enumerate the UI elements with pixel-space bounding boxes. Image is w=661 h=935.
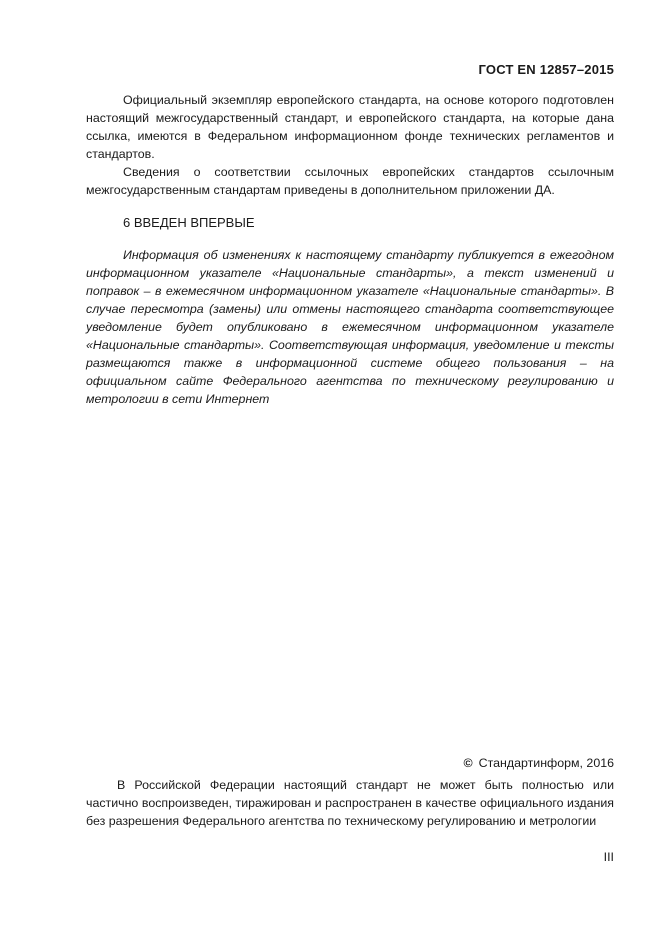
info-paragraph [86, 246, 614, 408]
section-heading: 6 ВВЕДЕН ВПЕРВЫЕ [123, 215, 255, 230]
page-number: III [603, 850, 614, 864]
paragraph-text: Сведения о соответствии ссылочных европейских стандартов ссылочным межгосударственным стандартам приведены в дополнительном приложении ДА. [86, 165, 614, 197]
paragraph-text: Информация об изменениях к настоящему стандарту публикуется в ежегодном информационном указателе «Национальные стандарты», а текст изменений и поправок – в ежемесячном информационном указателе «Национальные стандарты». В случае пересмотра (замены) или отмены настоящего стандарта соответствующее уведомление будет опубликовано в ежемесячном информационном указателе «Национальные стандарты». Соответствующая информация, уведомление и тексты размещаются также в информационной системе общего пользования – на официальном сайте Федерального агентства по техническому регулированию и метрологии в сети Интернет [86, 248, 614, 406]
paragraph-references [86, 163, 614, 199]
paragraph-official-copy [86, 91, 614, 163]
copyright-notice [86, 776, 614, 830]
paragraph-text: В Российской Федерации настоящий стандарт не может быть полностью или частично воспроизведен, тиражирован и распространен в качестве официального издания без разрешения Федерального агентства по техническому регулированию и метрологии [86, 778, 614, 828]
document-code: ГОСТ EN 12857–2015 [478, 62, 614, 77]
paragraph-text: Официальный экземпляр европейского стандарта, на основе которого подготовлен настоящий межгосударственный стандарт, и европейского стандарта, на которые дана ссылка, имеются в Федеральном информационном фонде технических регламентов и стандартов. [86, 93, 614, 161]
copyright-text: Стандартинформ, 2016 [478, 756, 614, 770]
copyright-icon: © [463, 756, 473, 770]
copyright-line [464, 756, 614, 770]
